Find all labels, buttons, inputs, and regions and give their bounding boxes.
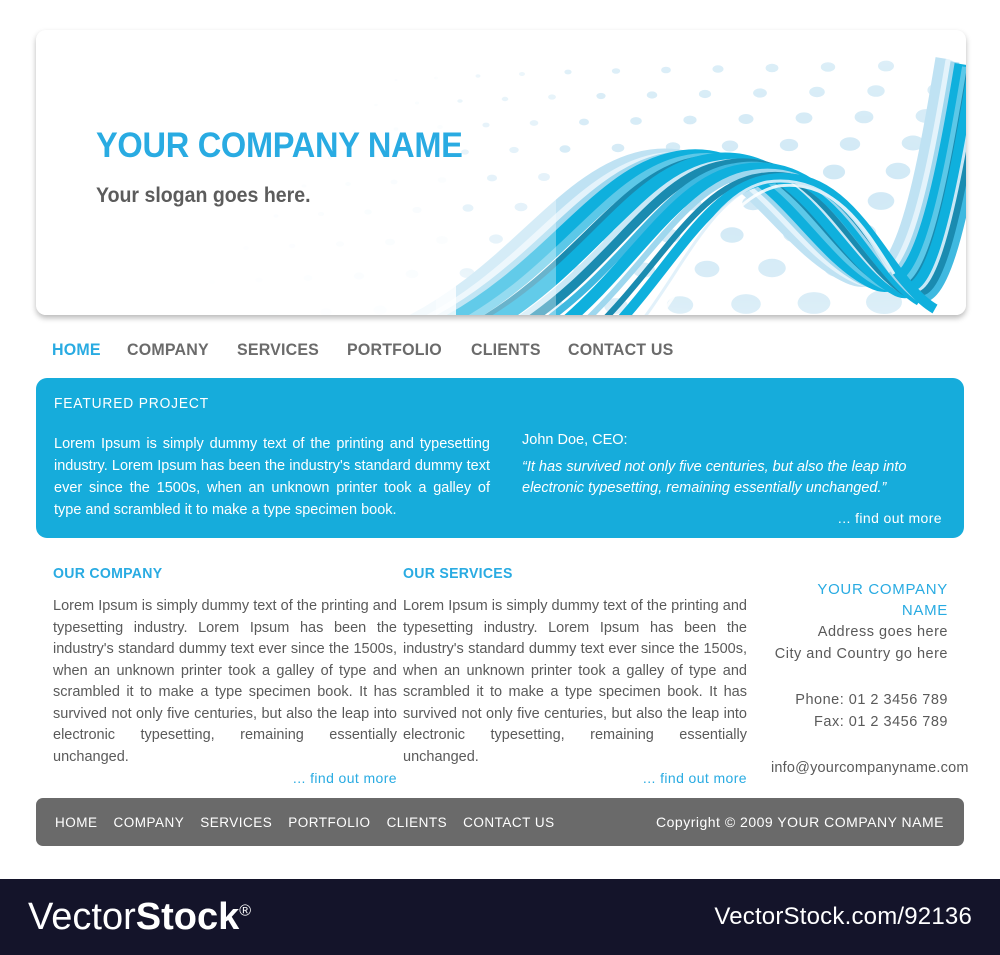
column-our-company bbox=[53, 565, 397, 786]
our-company-body: Lorem Ipsum is simply dummy text of the printing and typesetting industry. Lorem Ipsum has been the industry's standard dummy text ever since the 1500s, when an unknown printer took a galley of type and scrambled it to make a type specimen book. It has survived not only five centuries, but also the leap into electronic typesetting, remaining essentially unchanged. bbox=[53, 598, 397, 765]
contact-fax: Fax: 01 2 3456 789 bbox=[814, 714, 948, 730]
featured-find-out-more-link[interactable]: ... find out more bbox=[837, 510, 942, 526]
column-contact-info bbox=[771, 579, 969, 779]
nav-item-contact-us[interactable]: CONTACT US bbox=[568, 340, 674, 359]
footer-nav-item-services[interactable]: SERVICES bbox=[200, 814, 273, 830]
our-company-find-out-more-link[interactable]: ... find out more bbox=[292, 770, 397, 786]
contact-email-link[interactable]: info@yourcompanyname.com bbox=[771, 760, 969, 776]
footer-nav-item-home[interactable]: HOME bbox=[55, 814, 98, 830]
our-services-find-out-more-link[interactable]: ... find out more bbox=[642, 770, 747, 786]
contact-company-name: YOUR COMPANY NAME bbox=[817, 581, 948, 619]
nav-item-services[interactable]: SERVICES bbox=[236, 340, 319, 359]
nav-item-portfolio[interactable]: PORTFOLIO bbox=[347, 340, 443, 359]
footer-nav-item-company[interactable]: COMPANY bbox=[113, 814, 185, 830]
vectorstock-watermark-bar bbox=[0, 879, 1000, 955]
registered-trademark-icon: ® bbox=[239, 902, 252, 920]
our-services-body: Lorem Ipsum is simply dummy text of the printing and typesetting industry. Lorem Ipsum has been the industry's standard dummy text ever since the 1500s, when an unknown printer took a galley of type and scrambled it to make a type specimen book. It has survived not only five centuries, but also the leap into electronic typesetting, remaining essentially unchanged. bbox=[403, 598, 747, 765]
header-card bbox=[36, 30, 966, 315]
footer-navigation bbox=[55, 798, 555, 846]
contact-address-line-2: City and Country go here bbox=[774, 646, 948, 662]
footer-nav-item-contact-us[interactable]: CONTACT US bbox=[463, 814, 555, 830]
column-our-services bbox=[403, 565, 747, 786]
vectorstock-logo bbox=[28, 898, 251, 936]
testimonial-block bbox=[522, 430, 942, 499]
featured-project-panel bbox=[36, 378, 964, 538]
footer-nav-item-portfolio[interactable]: PORTFOLIO bbox=[288, 814, 371, 830]
main-navigation bbox=[52, 340, 952, 360]
footer-copyright: Copyright © 2009 YOUR COMPANY NAME bbox=[656, 814, 944, 830]
brand-block bbox=[96, 128, 490, 206]
our-services-title: OUR SERVICES bbox=[403, 565, 513, 582]
our-company-title: OUR COMPANY bbox=[53, 565, 163, 582]
contact-address-line-1: Address goes here bbox=[817, 624, 948, 640]
footer-nav-item-clients[interactable]: CLIENTS bbox=[386, 814, 448, 830]
contact-phone: Phone: 01 2 3456 789 bbox=[795, 692, 948, 708]
testimonial-author: John Doe, CEO: bbox=[522, 432, 628, 448]
testimonial-quote: “It has survived not only five centuries, but also the leap into electronic typesetting, remaining essentially unchanged.” bbox=[522, 459, 907, 496]
company-name: YOUR COMPANY NAME bbox=[96, 126, 463, 165]
nav-item-company[interactable]: COMPANY bbox=[126, 340, 209, 359]
vectorstock-logo-light: Vector bbox=[28, 896, 136, 938]
nav-item-home[interactable]: HOME bbox=[52, 340, 101, 359]
featured-project-title: FEATURED PROJECT bbox=[54, 396, 210, 412]
company-slogan: Your slogan goes here. bbox=[96, 184, 311, 207]
vectorstock-url: VectorStock.com/92136 bbox=[714, 903, 972, 930]
vectorstock-logo-bold: Stock bbox=[135, 896, 240, 938]
contact-spacer bbox=[771, 665, 948, 689]
footer-bar bbox=[36, 798, 964, 846]
featured-project-body: Lorem Ipsum is simply dummy text of the printing and typesetting industry. Lorem Ipsum has been the industry's standard dummy text ever since the 1500s, when an unknown printer took a galley of type and scrambled it to make a type specimen book. bbox=[54, 436, 490, 518]
nav-item-clients[interactable]: CLIENTS bbox=[471, 340, 541, 359]
contact-spacer-2 bbox=[771, 733, 948, 757]
